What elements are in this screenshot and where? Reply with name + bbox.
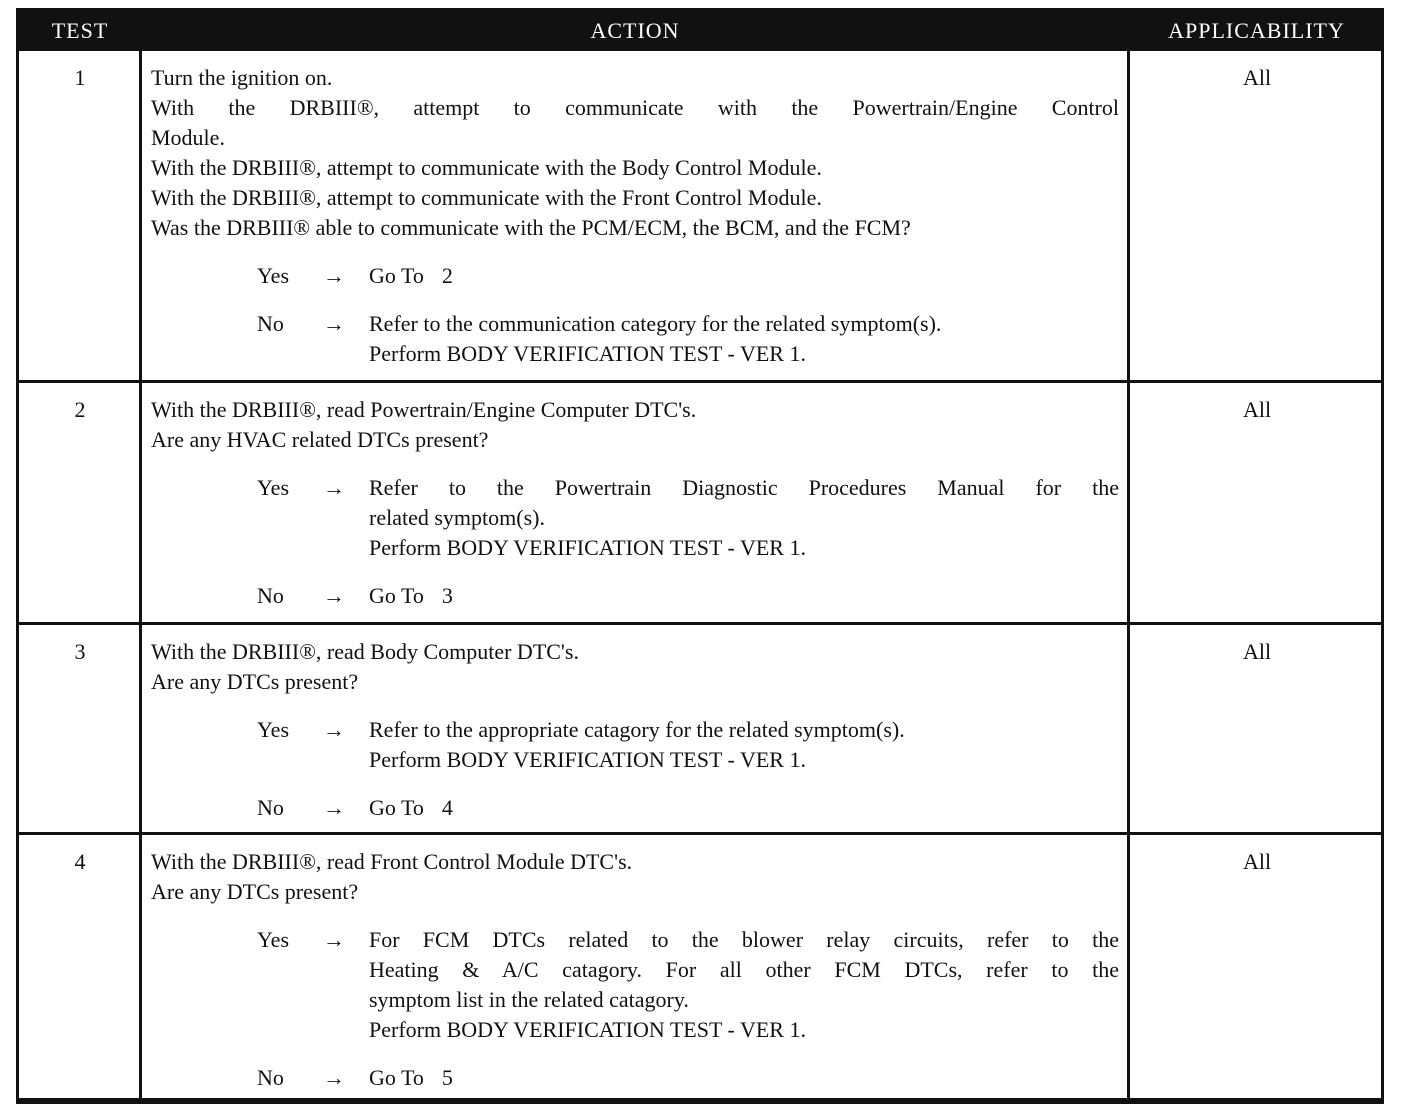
step-text: With the DRBIII®, attempt to communicate with the Powertrain/Engine Control <box>151 95 1119 120</box>
arrow-icon: → <box>323 583 345 608</box>
applicability-value: All <box>1242 849 1272 874</box>
arrow-icon: → <box>323 927 345 952</box>
yes-label: Yes <box>257 927 290 952</box>
no-label: No <box>257 795 284 820</box>
step-text: Are any DTCs present? <box>151 669 359 694</box>
go-to-label: Go To <box>369 1065 424 1090</box>
step-text: Module. <box>151 125 225 150</box>
yes-result-line: Perform BODY VERIFICATION TEST - VER 1. <box>369 535 806 560</box>
test-number: 1 <box>74 65 86 90</box>
arrow-icon: → <box>323 795 345 820</box>
applicability-value: All <box>1242 65 1272 90</box>
go-to-number: 2 <box>441 263 453 288</box>
applicability-value: All <box>1242 397 1272 422</box>
test-number: 4 <box>74 849 86 874</box>
arrow-icon: → <box>323 475 345 500</box>
step-text: With the DRBIII®, attempt to communicate with the Front Control Module. <box>151 185 822 210</box>
step-text: Was the DRBIII® able to communicate with the PCM/ECM, the BCM, and the FCM? <box>151 215 911 240</box>
go-to-number: 3 <box>441 583 453 608</box>
diagnostic-table <box>16 8 1384 1104</box>
arrow-icon: → <box>323 1065 345 1090</box>
step-text: With the DRBIII®, read Powertrain/Engine Computer DTC's. <box>151 397 697 422</box>
no-branch <box>151 793 1119 823</box>
yes-result-line: Refer to the Powertrain Diagnostic Procedures Manual for the <box>369 475 1119 500</box>
arrow-icon: → <box>323 311 345 336</box>
action-cell <box>151 395 1119 611</box>
no-branch <box>151 581 1119 611</box>
action-cell <box>151 847 1119 1093</box>
go-to-number: 4 <box>441 795 453 820</box>
step-text: Are any DTCs present? <box>151 879 359 904</box>
step-text: Turn the ignition on. <box>151 65 333 90</box>
go-to-label: Go To <box>369 795 424 820</box>
yes-result-line: symptom list in the related catagory. <box>369 987 689 1012</box>
go-to-label: Go To <box>369 263 424 288</box>
go-to-label: Go To <box>369 583 424 608</box>
go-to-number: 5 <box>441 1065 453 1090</box>
no-branch <box>151 309 1119 369</box>
header-test: TEST <box>51 18 109 43</box>
table-row-test-4 <box>19 835 1381 1101</box>
action-cell <box>151 63 1119 369</box>
yes-label: Yes <box>257 263 290 288</box>
yes-result-line: Perform BODY VERIFICATION TEST - VER 1. <box>369 1017 806 1042</box>
no-result <box>369 793 1119 823</box>
yes-result <box>369 261 1119 291</box>
no-branch <box>151 1063 1119 1093</box>
no-label: No <box>257 583 284 608</box>
yes-branch <box>151 925 1119 1045</box>
no-label: No <box>257 311 284 336</box>
table-row-test-1 <box>19 51 1381 383</box>
table-row-test-3 <box>19 625 1381 835</box>
header-applicability: APPLICABILITY <box>1168 18 1345 43</box>
yes-result-line: Heating & A/C catagory. For all other FCM DTCs, refer to the <box>369 957 1119 982</box>
yes-result-line: For FCM DTCs related to the blower relay circuits, refer to the <box>369 927 1119 952</box>
step-text: With the DRBIII®, attempt to communicate with the Body Control Module. <box>151 155 822 180</box>
column-divider <box>139 51 142 1101</box>
column-divider <box>1127 51 1130 1101</box>
no-result <box>369 1063 1119 1093</box>
yes-result-line: Refer to the appropriate catagory for the related symptom(s). <box>369 717 905 742</box>
no-result-line: Refer to the communication category for the related symptom(s). <box>369 311 942 336</box>
applicability-value: All <box>1242 639 1272 664</box>
test-number: 2 <box>74 397 86 422</box>
test-number: 3 <box>74 639 86 664</box>
table-row-test-2 <box>19 383 1381 625</box>
step-text: Are any HVAC related DTCs present? <box>151 427 489 452</box>
step-text: With the DRBIII®, read Front Control Module DTC's. <box>151 849 633 874</box>
yes-label: Yes <box>257 717 290 742</box>
yes-label: Yes <box>257 475 290 500</box>
arrow-icon: → <box>323 717 345 742</box>
arrow-icon: → <box>323 263 345 288</box>
yes-branch <box>151 473 1119 563</box>
yes-result-line: related symptom(s). <box>369 505 545 530</box>
no-result-line: Perform BODY VERIFICATION TEST - VER 1. <box>369 341 806 366</box>
yes-branch <box>151 715 1119 775</box>
no-result <box>369 581 1119 611</box>
yes-branch <box>151 261 1119 291</box>
step-text: With the DRBIII®, read Body Computer DTC's. <box>151 639 579 664</box>
header-action: ACTION <box>590 18 680 43</box>
no-label: No <box>257 1065 284 1090</box>
yes-result-line: Perform BODY VERIFICATION TEST - VER 1. <box>369 747 806 772</box>
table-header <box>19 11 1381 51</box>
action-cell <box>151 637 1119 823</box>
